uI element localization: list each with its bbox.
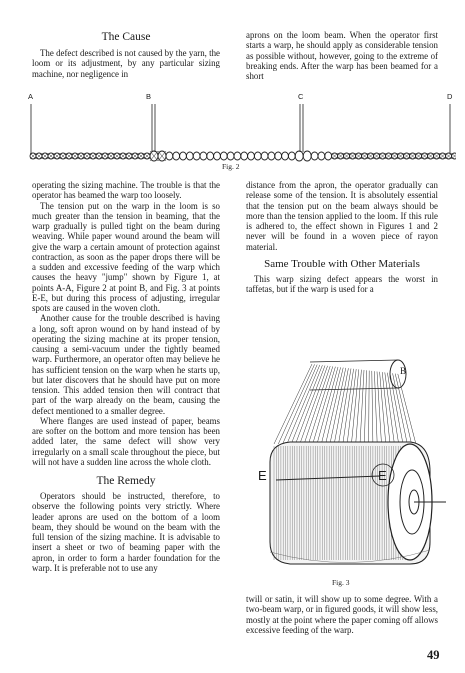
heading-the-remedy: The Remedy [96,475,156,487]
fig3-label-e-right: E [378,468,387,483]
left-column [32,180,220,573]
heading-same-trouble: Same Trouble with Other Materials [264,257,420,270]
fig3-caption: Fig. 3 [332,578,350,587]
paragraph: Operators should be instructed, therefore, to observe the following points very strictly. Where leader aprons are used on the bottom of a loom beam, they should be wound on the beam with the full tension of the sizing machine. It is advisable to insert a sheet or two of beaming paper with the apron, in order to form a harder foundation for the warp. It is preferable not to use any [32,491,220,573]
figure-3 [250,352,450,592]
figure-2 [26,92,456,176]
fig2-label-a: A [28,92,34,101]
paragraph: twill or satin, it will show up to some degree. With a two-beam warp, or in figured goods, it will show less, mostly at the point where the paper coming off allows excessive feeding of the warp. [246,594,438,635]
paragraph: Where flanges are used instead of paper, beams are softer on the bottom and more tension has been added later, the same defect will show very irregularly on a small scale throughout the piece, but will not have a sudden line across the whole cloth. [32,415,220,467]
paragraph: The tension put on the warp in the loom is so much greater than the tension in beaming, that the warp gradually is pulled tight on the beam during weaving. While paper wound around the beam will give the warp a certain amount of protection against contraction, as soon as the paper drops there will be a sudden and excessive feeding of the warp which causes the heavy "jump" shown by Figure 1, at points A-A, Figure 2 at point B, and Fig. 3 at points E-E, but during this process of adjusting, irregular spots are caused in the woven cloth. [32,200,220,313]
fig3-label-b: B [400,366,407,376]
fig2-caption: Fig. 2 [222,162,240,171]
right-column-lower [246,594,438,635]
top-right-column [246,30,438,81]
top-left-column [32,30,220,79]
paragraph: The defect described is not caused by the yarn, the loom or its adjustment, by any particular sizing machine, nor negligence in [32,48,220,79]
right-column [246,180,438,294]
fig2-label-b: B [146,92,152,101]
fig3-label-e-left: E [258,468,267,483]
fig2-label-d: D [447,92,453,101]
fig2-label-c: C [298,92,304,101]
fabric-weave-diagram [26,100,456,174]
paragraph: aprons on the loom beam. When the operator first starts a warp, he should apply as considerable tension as possible without, however, going to the extreme of breaking ends. After the warp has been beamed for a short [246,30,438,81]
page-number: 49 [427,648,440,662]
paragraph: operating the sizing machine. The trouble is that the operator has beamed the warp too loosely. [32,180,220,201]
heading-the-cause: The Cause [101,31,151,43]
loom-beam-illustration [250,352,450,584]
paragraph: Another cause for the trouble described is having a long, soft apron wound on by hand instead of by operating the sizing machine at its proper tension, causing a semi-vacuum under the tightly beamed warp. Furthermore, an operator often may believe he has sufficient tension on the warp when he starts up, but later discovers that he should have put on more tension. This added tension then will contract that part of the warp already on the beam, causing the defect mentioned to a smaller degree. [32,313,220,416]
paragraph: distance from the apron, the operator gradually can release some of the tension. It is absolutely essential that the tension put on the beam always should be more than the tension applied to the loom. If this rule is adhered to, the effect shown in Figures 1 and 2 never will be found in a woven piece of rayon material. [246,180,438,252]
paragraph: This warp sizing defect appears the worst in taffetas, but if the warp is used for a [246,273,438,294]
